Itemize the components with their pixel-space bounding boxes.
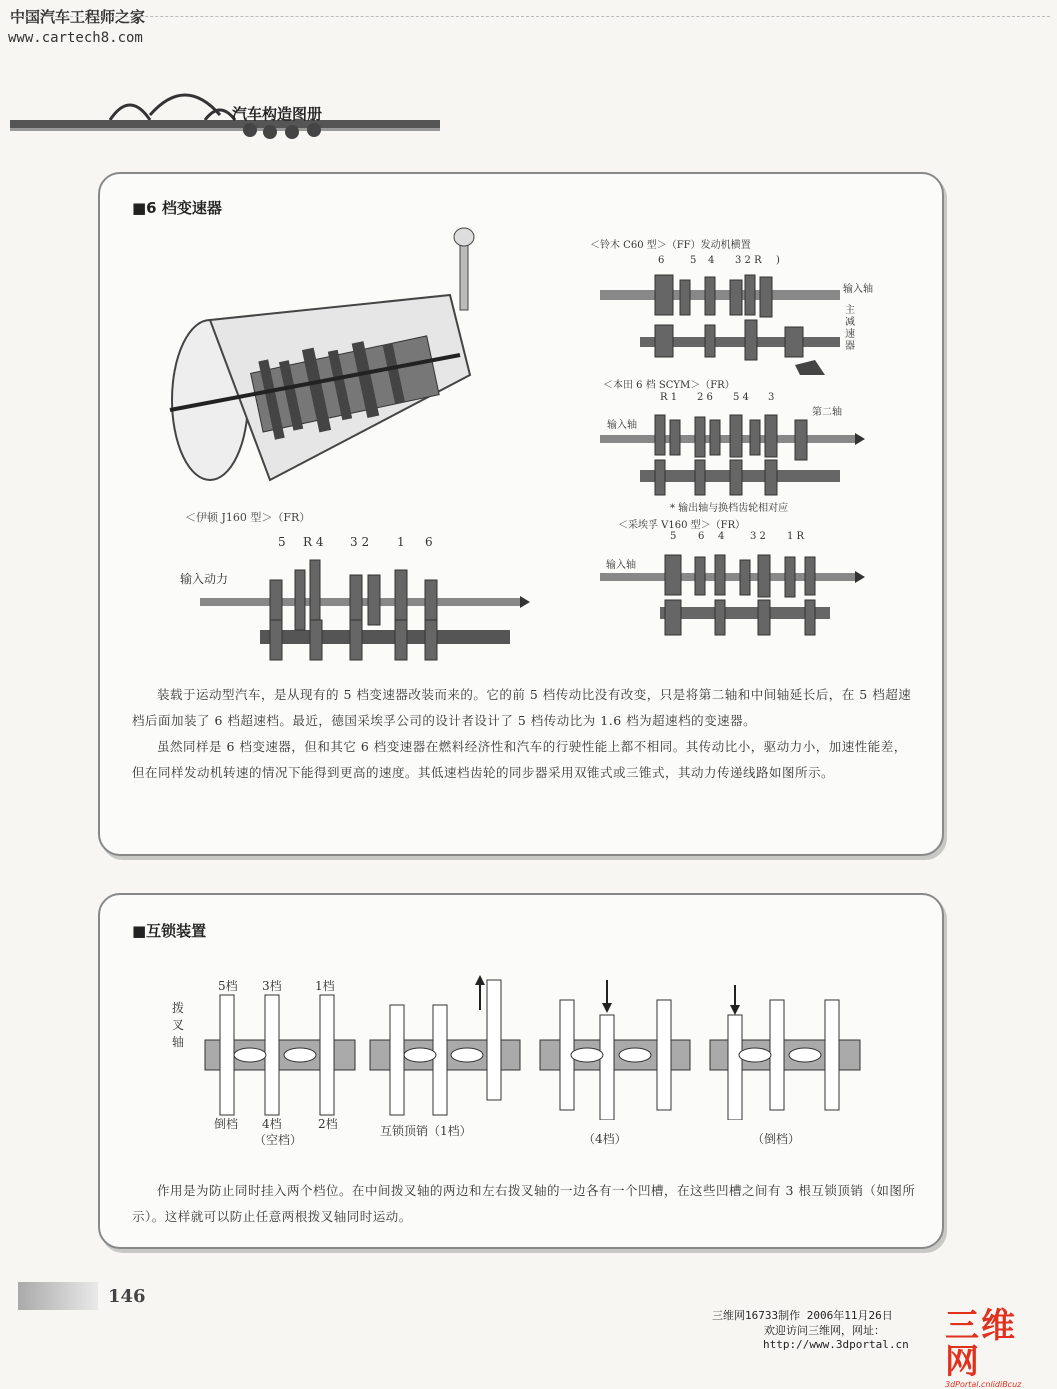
gear-label: R 1 [660, 392, 678, 403]
gear-label: 5 4 [733, 392, 749, 403]
paragraph: 虽然同样是 6 档变速器，但和其它 6 档变速器在燃料经济性和汽车的行驶性能上都不相同。其传动比小，驱动力小，加速性能差，但在同样发动机转速的情况下能得到更高的速度。其低速档齿轮的同步器采用双锥式或三锥式，其动力传递线路如图所示。 [132, 739, 907, 780]
gear-label: 6 [658, 255, 665, 266]
paragraph: 作用是为防止同时挂入两个档位。在中间拨叉轴的两边和左右拨叉轴的一边各有一个凹槽，在这些凹槽之间有 3 根互锁顶销（如图所示）。这样就可以防止任意两根拨叉轴同时运动。 [132, 1183, 916, 1224]
book-header-ornament [10, 80, 450, 150]
gear-label: 5 [278, 535, 286, 549]
gear-label: 6 [425, 535, 433, 549]
section-title: ■6 档变速器 [132, 199, 222, 217]
caption-zf-v160: ＜采埃孚 V160 型＞（FR） [618, 520, 746, 531]
gear-label: 6 [698, 531, 705, 542]
shaft-label: 4档 [262, 1117, 282, 1131]
shaft-label: 3档 [262, 979, 282, 993]
shaft-label: 1档 [315, 979, 335, 993]
interlock-first-gear [370, 975, 520, 1115]
shaft-label: 5档 [218, 979, 238, 993]
diagram-caption: （4档） [583, 1132, 627, 1146]
shaft-label: 倒档 [214, 1117, 239, 1131]
gear-label: 5 [670, 531, 677, 542]
output-shaft-note: * 输出轴与换档齿轮相对应 [670, 503, 789, 514]
gear-label: 4 [708, 255, 715, 266]
paragraph: 装载于运动型汽车，是从现有的 5 档变速器改装而来的。它的前 5 档传动比没有改变，只是将第二轴和中间轴延长后，在 5 档超速档后面加装了 6 档超速档。最近，德国采埃孚公司的设计者设计了 5 档传动比为 1.6 档为超速档的变速器。 [132, 687, 912, 728]
logo-subtext: 3dPortal.cnlidiBcuz [945, 1380, 1022, 1389]
gear-label: R 4 [303, 535, 324, 549]
header-divider [10, 16, 1050, 18]
caption-honda-scym: ＜本田 6 档 SCYM＞（FR） [603, 380, 735, 391]
section-title: ■互锁装置 [132, 922, 207, 940]
gear-label: 2 6 [697, 392, 713, 403]
credit-line: 欢迎访问三维网，网址： [764, 1324, 885, 1337]
interlock-reverse-gear [710, 985, 860, 1120]
caption-eaton-j160: ＜伊顿 J160 型＞（FR） [185, 511, 311, 524]
site-name: 中国汽车工程师之家 [10, 8, 146, 26]
gear-label: 3 2 [350, 535, 370, 549]
section1-body [132, 682, 917, 786]
book-title: 汽车构造图册 [232, 105, 323, 123]
site-url: www.cartech8.com [8, 30, 143, 46]
credit-line: 三维网16733制作 2006年11月26日 [712, 1309, 893, 1322]
gear-label: 5 [690, 255, 697, 266]
input-power-label: 输入动力 [180, 572, 229, 586]
interlock-fourth-gear [540, 980, 690, 1120]
interlock-neutral [205, 995, 355, 1115]
gear-label: 1 R [787, 531, 805, 542]
interlock-pin-label: 互锁顶销（1档） [380, 1124, 472, 1138]
gear-label: 3 2 [750, 531, 766, 542]
section2-body [132, 1178, 917, 1230]
second-shaft-label: 第二轴 [812, 407, 842, 418]
input-shaft-label: 输入轴 [607, 420, 637, 431]
caption-suzuki-c60: ＜铃木 C60 型＞（FF）发动机横置 [590, 240, 751, 251]
fork-shaft-label: 拨叉轴 [172, 1001, 185, 1049]
gear-label: ) [776, 255, 780, 266]
shaft-label: 2档 [318, 1117, 338, 1131]
diagram-caption: （倒档） [752, 1132, 801, 1146]
shaft-label: （空档） [254, 1133, 303, 1147]
zf-gear-diagram [600, 545, 870, 640]
main-reducer-label: 主减速器 [845, 305, 855, 352]
3dportal-logo [945, 1306, 1049, 1389]
input-shaft-label: 输入轴 [606, 560, 636, 571]
gear-label: 1 [397, 535, 405, 549]
gear-label: 4 [718, 531, 725, 542]
honda-gear-diagram [600, 405, 870, 500]
eaton-gear-diagram [200, 550, 530, 665]
credit-url[interactable]: http://www.3dportal.cn [763, 1338, 909, 1351]
page-number-bar [18, 1282, 98, 1310]
transmission-illustration [160, 225, 490, 500]
interlock-diagrams [195, 975, 875, 1120]
logo-text: 三维网 [945, 1306, 1017, 1382]
input-shaft-label: 输入轴 [843, 284, 873, 295]
suzuki-gear-diagram [600, 265, 850, 375]
page-number: 146 [108, 1286, 146, 1307]
gear-label: 3 [768, 392, 775, 403]
gear-label: 3 2 R [735, 255, 762, 266]
